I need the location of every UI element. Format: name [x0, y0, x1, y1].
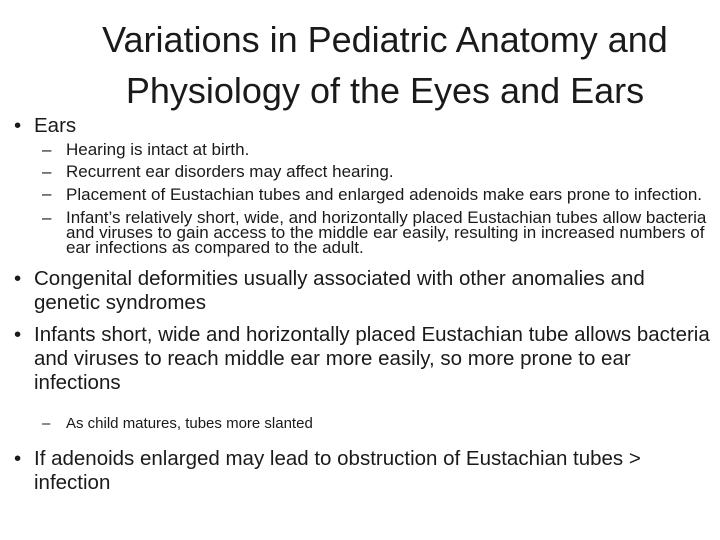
sub-bullet-item — [24, 186, 714, 204]
bullet-glyph: • — [14, 323, 22, 346]
bullet-list — [14, 114, 714, 509]
slide-title — [60, 14, 710, 116]
bullet-item — [14, 447, 714, 495]
sub-bullet-item — [24, 415, 714, 433]
dash-glyph: – — [42, 208, 52, 227]
bullet-glyph: • — [14, 267, 22, 290]
bullet-item — [14, 114, 714, 138]
bullet-glyph: • — [14, 447, 22, 470]
title-line-2: Physiology of the Eyes and Ears — [125, 70, 645, 111]
sub-bullet-text: As child matures, tubes more slanted — [66, 415, 313, 432]
title-line-1: Variations in Pediatric Anatomy and — [102, 19, 668, 60]
bullet-text: Infants short, wide and horizontally placed Eustachian tube allows bacteria and viruses to reach middle ear more easily, so more prone to ear infections — [34, 323, 710, 394]
sub-bullet-text: Recurrent ear disorders may affect hearing. — [66, 162, 394, 181]
bullet-item — [14, 323, 714, 395]
sub-bullet-text: Placement of Eustachian tubes and enlarged adenoids make ears prone to infection. — [66, 185, 703, 204]
bullet-text: Ears — [34, 114, 77, 137]
dash-glyph: – — [42, 415, 51, 432]
dash-glyph: – — [42, 162, 52, 181]
bullet-item — [14, 267, 714, 315]
sub-bullet-item — [24, 161, 714, 183]
sub-bullet-item — [24, 210, 714, 255]
bullet-text: If adenoids enlarged may lead to obstruction of Eustachian tubes > infection — [34, 447, 641, 494]
sub-bullet-text: Hearing is intact at birth. — [66, 140, 250, 159]
bullet-text: Congenital deformities usually associated with other anomalies and genetic syndromes — [34, 267, 645, 314]
dash-glyph: – — [42, 140, 52, 159]
sub-bullet-item — [24, 139, 714, 161]
sub-bullet-text: Infant’s relatively short, wide, and horizontally placed Eustachian tubes allow bacteria and viruses to gain access to the middle ear easily, resulting in increased numbers of ear infections as compared to the adult. — [66, 208, 707, 257]
dash-glyph: – — [42, 184, 52, 203]
bullet-glyph: • — [14, 114, 22, 137]
